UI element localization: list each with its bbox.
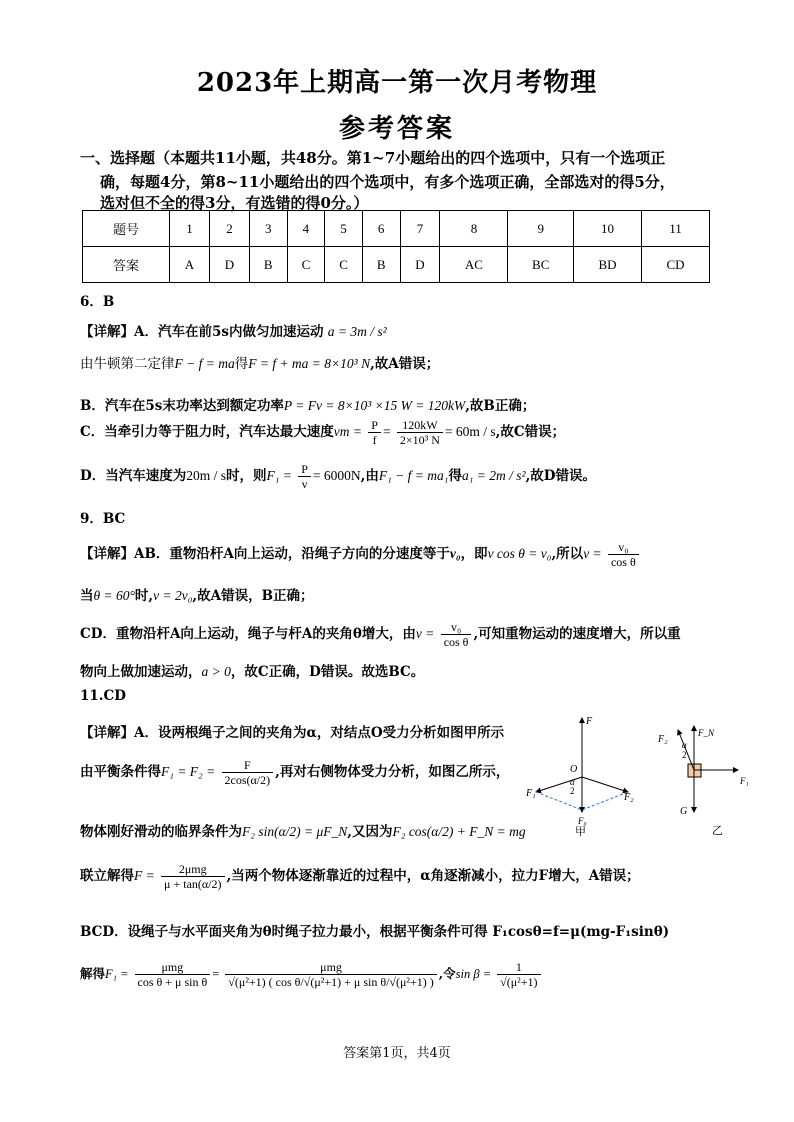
- q9-text: ，即: [460, 546, 488, 562]
- q6-math: F = f + ma = 8×10³ N: [248, 356, 371, 371]
- fraction: [608, 540, 639, 569]
- question-number-cell: 3: [249, 211, 287, 247]
- q11-text: 解得: [80, 966, 106, 981]
- answer-table: [82, 210, 710, 283]
- page-title: 2023年上期高一第一次月考物理: [196, 68, 598, 98]
- numerator: μmg: [225, 960, 437, 975]
- question-number-cell: 2: [209, 211, 249, 247]
- q9-text: 物向上做加速运动，: [80, 664, 202, 680]
- q6-text: ,故D错误。: [525, 468, 596, 484]
- numerator: P: [368, 418, 381, 433]
- q9-math: a > 0: [201, 664, 231, 679]
- q9-text: 当: [80, 588, 94, 604]
- fraction: [298, 462, 311, 491]
- q11-text: ,又因为: [347, 824, 393, 840]
- q6-line-3: [80, 394, 535, 414]
- q6-math: P = Fv = 8×10³ ×15 W = 120kW: [283, 398, 466, 413]
- q11-text: ,当两个物体逐渐靠近的过程中，α角逐渐减小，拉力F增大，A错误；: [226, 868, 640, 884]
- q9-text: ，故C正确，D错误。故选BC。: [230, 664, 425, 680]
- numerator: F: [222, 758, 274, 773]
- q6-math: 20m / s: [186, 468, 226, 483]
- denominator: 2×10³ N: [399, 433, 440, 447]
- fraction: [225, 960, 437, 989]
- q11-math: F₁ = F₂ =: [161, 764, 216, 779]
- answer-cell: C: [287, 247, 325, 283]
- q9-text: ,故A错误，B正确；: [192, 588, 314, 604]
- denominator: cos θ: [443, 635, 469, 649]
- fraction: [397, 418, 443, 447]
- denominator: cos θ: [610, 555, 636, 569]
- q11-text: 由平衡条件得: [80, 764, 161, 780]
- q6-text: D．当汽车速度为: [80, 468, 187, 484]
- q11-math: F =: [134, 868, 155, 883]
- denominator: v: [301, 477, 308, 491]
- q6-text: ,故C错误；: [495, 424, 566, 440]
- q11-line-2: [80, 758, 509, 787]
- table-row-numbers: [83, 211, 710, 247]
- q6-line-1: [80, 320, 387, 340]
- q6-text: ,故A错误；: [370, 356, 440, 372]
- answer-cell: AC: [440, 247, 508, 283]
- q9-math: θ = 60°: [93, 588, 135, 603]
- q11-math: F₂ sin(α/2) = μF_N: [242, 824, 348, 839]
- table-header-cell: 答案: [83, 247, 170, 283]
- question-11-heading: 11.CD: [80, 688, 126, 704]
- q9-text: ,可知重物运动的速度增大，所以重: [473, 626, 681, 642]
- label-two-yi: 2: [682, 750, 687, 760]
- question-number-cell: 1: [170, 211, 210, 247]
- page-subtitle: 参考答案: [338, 114, 455, 144]
- force-arrow-f2: [582, 777, 628, 792]
- page-footer: 答案第1页，共4页: [343, 1046, 451, 1061]
- answer-cell: BC: [508, 247, 574, 283]
- q6-text: 得: [448, 468, 462, 484]
- label-g: G: [680, 806, 688, 817]
- caption-yi: 乙: [712, 825, 723, 837]
- numerator: v₀: [608, 540, 639, 555]
- q6-math: = 60m / s: [444, 424, 496, 439]
- q11-line-6: [80, 960, 543, 989]
- q6-text: ,故B正确；: [465, 398, 536, 414]
- section-heading-line2: 确，每题4分，第8~11小题给出的四个选项中，有多个选项正确，全部选对的得5分，: [100, 173, 675, 191]
- q9-text: CD．重物沿杆A向上运动，绳子与杆A的夹角θ增大，由: [80, 626, 416, 642]
- numerator: v₀: [441, 620, 472, 635]
- denominator: f: [372, 433, 377, 447]
- q9-line-4: [80, 660, 424, 680]
- label-f1-yi: F₁: [740, 776, 749, 786]
- label-f0: F₀: [578, 816, 587, 826]
- question-number-cell: 4: [287, 211, 325, 247]
- answer-cell: D: [400, 247, 440, 283]
- q6-math: F − f = ma: [174, 356, 235, 371]
- label-fn: F_N: [698, 728, 715, 738]
- label-o: O: [570, 764, 578, 775]
- q11-line-1: 【详解】A．设两根绳子之间的夹角为α，对结点O受力分析如图甲所示: [80, 725, 505, 741]
- fraction: [441, 620, 472, 649]
- fraction: [497, 960, 540, 989]
- answer-cell: A: [170, 247, 210, 283]
- q11-math: sin β =: [455, 967, 492, 981]
- label-f2-yi: F₂: [658, 734, 668, 745]
- q6-math: F₁ =: [266, 468, 292, 483]
- question-number-cell: 6: [362, 211, 400, 247]
- q9-text: ,所以: [551, 546, 584, 562]
- q6-text: ,由: [360, 468, 379, 484]
- q11-line-3: [80, 820, 526, 840]
- label-alpha: α: [570, 777, 575, 787]
- denominator: cos θ + μ sin θ: [137, 975, 208, 989]
- table-row-answers: [83, 247, 710, 283]
- q9-math: v cos θ = v₀: [487, 546, 552, 561]
- q6-line-2: [80, 352, 439, 372]
- label-f1: F₁: [526, 788, 536, 799]
- q9-text: 时,: [134, 588, 154, 604]
- label-alpha-yi: α: [682, 740, 687, 750]
- caption-jia: 甲: [575, 826, 586, 837]
- q6-math: vm =: [333, 424, 362, 439]
- q11-line-5: BCD．设绳子与水平面夹角为θ时绳子拉力最小，根据平衡条件可得 F₁cosθ=f=μ(mg-F₁sinθ): [80, 924, 670, 940]
- section-heading-line3: 选对但不全的得3分，有选错的得0分。）: [100, 194, 369, 212]
- question-number-cell: 5: [325, 211, 363, 247]
- numerator: P: [298, 462, 311, 477]
- q11-text: 联立解得: [80, 868, 134, 884]
- fraction: [161, 862, 224, 891]
- table-header-cell: 题号: [83, 211, 170, 247]
- q6-math: F₁ − f = ma₁: [378, 468, 449, 483]
- q11-text: ,令: [438, 966, 456, 981]
- question-number-cell: 9: [508, 211, 574, 247]
- numerator: 1: [497, 960, 540, 975]
- denominator: 2cos(α/2): [224, 773, 271, 787]
- q9-math: v =: [583, 546, 602, 561]
- question-9-heading: 9．BC: [80, 511, 126, 527]
- diagram-jia: [525, 716, 634, 837]
- q9-text: 【详解】AB．重物沿杆A向上运动，沿绳子方向的分速度等于: [80, 546, 450, 562]
- q9-math: v = 2v₀: [153, 588, 193, 603]
- fraction: [368, 418, 381, 447]
- q9-line-1: [80, 540, 641, 569]
- question-number-cell: 8: [440, 211, 508, 247]
- q6-text: 时，则: [225, 468, 267, 484]
- answer-cell: C: [325, 247, 363, 283]
- q6-math: = 6000N: [312, 468, 361, 483]
- q11-math: =: [212, 967, 220, 981]
- section-heading-line1: 一、选择题（本题共11小题，共48分。第1~7小题给出的四个选项中，只有一个选项正: [80, 149, 666, 167]
- q6-math: a₁ = 2m / s²: [461, 468, 526, 483]
- q6-text: 【详解】A．汽车在前5s内做匀加速运动: [80, 324, 324, 340]
- fraction: [135, 960, 211, 989]
- q11-text: 物体刚好滑动的临界条件为: [80, 824, 242, 840]
- answer-cell: B: [249, 247, 287, 283]
- q11-text: ,再对右侧物体受力分析，如图乙所示，: [275, 764, 510, 780]
- force-arrow-f1: [536, 777, 582, 792]
- q11-line-4: [80, 862, 640, 891]
- denominator: μ + tan(α/2): [164, 877, 222, 891]
- q9-math: v₀: [449, 546, 461, 561]
- denominator: √(μ²+1) ( cos θ/√(μ²+1) + μ sin θ/√(μ²+1) ): [228, 975, 434, 989]
- answer-cell: D: [209, 247, 249, 283]
- label-f: F: [586, 716, 593, 727]
- force-diagram: [520, 712, 770, 837]
- answer-cell: CD: [641, 247, 709, 283]
- q6-line-4: [80, 418, 565, 447]
- q6-line-5: [80, 462, 596, 491]
- question-6-heading: 6．B: [80, 294, 115, 310]
- numerator: 2μmg: [161, 862, 224, 877]
- q9-line-3: [80, 620, 681, 649]
- q9-line-2: [80, 584, 313, 604]
- numerator: 120kW: [397, 418, 443, 433]
- denominator: √(μ²+1): [500, 975, 538, 989]
- q6-math: a = 3m / s²: [327, 324, 387, 339]
- diagram-yi: [657, 726, 749, 837]
- question-number-cell: 11: [641, 211, 709, 247]
- question-number-cell: 10: [574, 211, 642, 247]
- q6-text: C．当牵引力等于阻力时，汽车达最大速度: [80, 424, 334, 440]
- q6-text: 得: [234, 356, 249, 372]
- label-f2: F₂: [624, 792, 634, 803]
- answer-cell: BD: [574, 247, 642, 283]
- q6-text: B．汽车在5s末功率达到额定功率: [80, 398, 284, 414]
- fraction: [222, 758, 274, 787]
- q9-math: v =: [415, 626, 435, 641]
- question-number-cell: 7: [400, 211, 440, 247]
- q11-math: F₁ =: [105, 967, 129, 981]
- answer-cell: B: [362, 247, 400, 283]
- label-two: 2: [570, 786, 575, 796]
- q6-math: =: [382, 424, 391, 439]
- numerator: μmg: [135, 960, 211, 975]
- q11-math: F₂ cos(α/2) + F_N = mg: [392, 824, 526, 839]
- q6-text: 由牛顿第二定律: [80, 356, 175, 372]
